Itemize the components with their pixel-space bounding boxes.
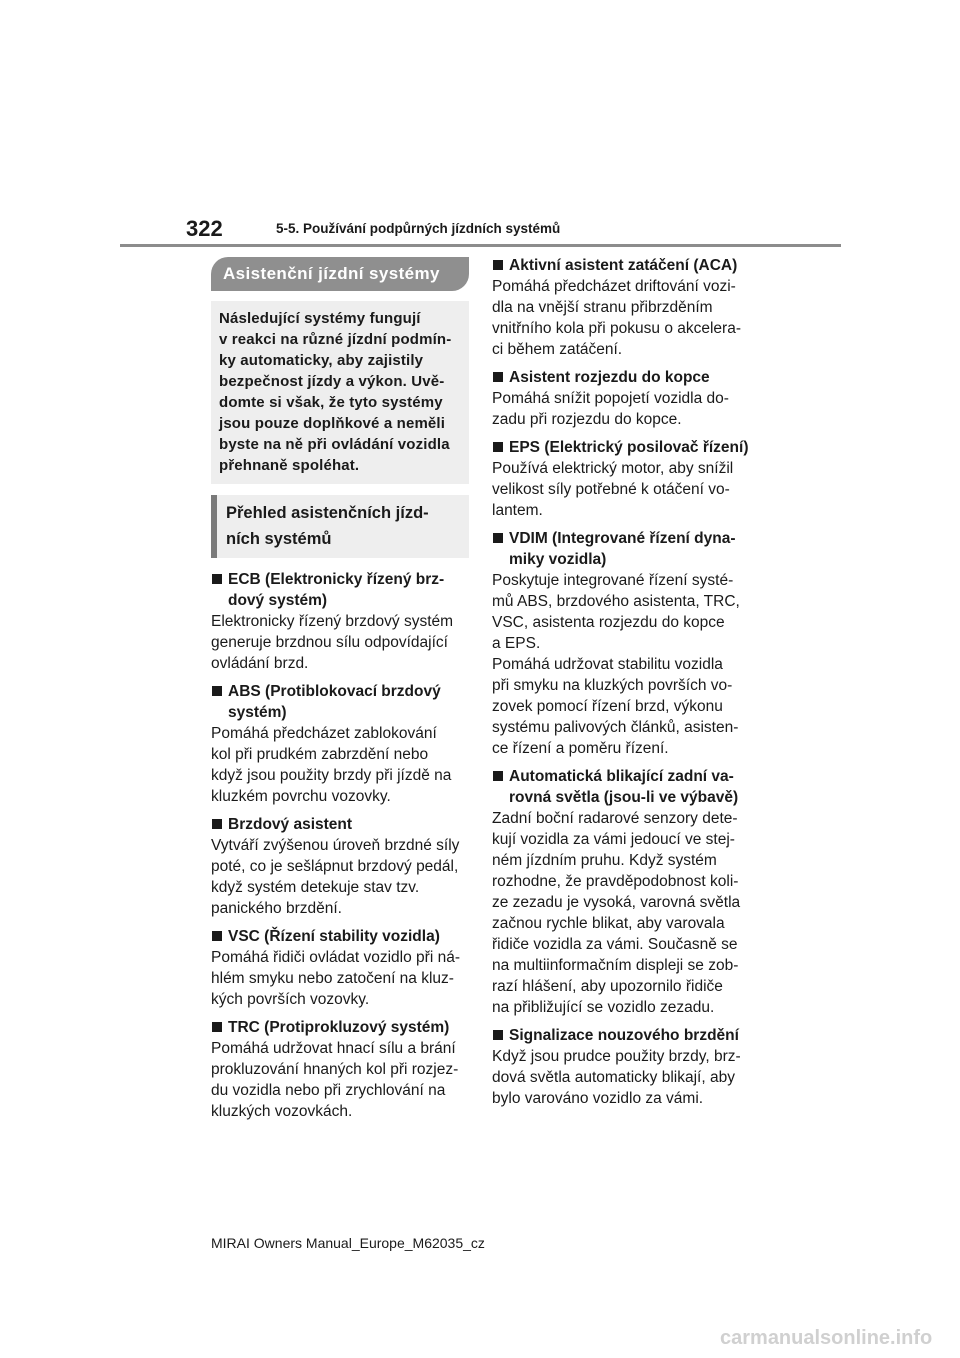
feature-description-line: poté, co je sešlápnut brzdový pedál, [211, 858, 459, 875]
right-item-list [492, 255, 750, 1109]
feature-heading-line: ECB (Elektronicky řízený brz- [228, 571, 445, 588]
feature-heading-line: Asistent rozjezdu do kopce [509, 369, 710, 386]
feature-description-line: Vytváří zvýšenou úroveň brzdné síly [211, 837, 460, 854]
feature-heading [492, 367, 750, 388]
feature-heading-line: systém) [228, 704, 287, 721]
feature-description-line: kluzkých vozovkách. [211, 1103, 353, 1120]
intro-line: v reakci na různé jízdní podmín- [219, 331, 452, 348]
feature-description-line: Poskytuje integrované řízení systé- [492, 572, 734, 589]
feature-item [492, 766, 750, 1018]
feature-description-line: zovek pomocí řízení brzd, výkonu [492, 698, 723, 715]
feature-description-line: Pomáhá předcházet driftování vozi- [492, 278, 736, 295]
square-bullet-icon [493, 442, 503, 452]
square-bullet-icon [212, 1022, 222, 1032]
square-bullet-icon [212, 819, 222, 829]
feature-item [492, 1025, 750, 1109]
square-bullet-icon [212, 574, 222, 584]
feature-description-line: kují vozidla za vámi jedoucí ve stej- [492, 831, 735, 848]
feature-description-line: mů ABS, brzdového asistenta, TRC, [492, 593, 740, 610]
feature-description [211, 947, 469, 1010]
feature-description-line: bylo varováno vozidlo za vámi. [492, 1090, 704, 1107]
feature-description-line: Elektronicky řízený brzdový systém [211, 613, 454, 630]
feature-description-line: ném jízdním pruhu. Když systém [492, 852, 717, 869]
feature-description-line: kluzkém povrchu vozovky. [211, 788, 391, 805]
feature-item [492, 367, 750, 430]
intro-line: přehnaně spoléhat. [219, 457, 360, 474]
feature-heading [492, 766, 750, 808]
intro-line: domte si však, že tyto systémy [219, 394, 443, 411]
feature-description-line: při smyku na kluzkých površích vo- [492, 677, 733, 694]
feature-heading [492, 1025, 750, 1046]
square-bullet-icon [493, 372, 503, 382]
feature-heading [211, 814, 469, 835]
feature-item [211, 681, 469, 807]
feature-description-line: řidiče vozidla za vámi. Současně se [492, 936, 738, 953]
feature-description-line: Pomáhá řidiči ovládat vozidlo při ná- [211, 949, 460, 966]
left-item-list [211, 569, 469, 1122]
feature-description-line: velikost síly potřebné k otáčení vo- [492, 481, 730, 498]
feature-description-line: na multiinformačním displeji se zob- [492, 957, 739, 974]
left-column [211, 255, 469, 1122]
feature-description-line: kol při prudkém zabrzdění nebo [211, 746, 429, 763]
subsection-title-line: Přehled asistenčních jízd- [226, 504, 429, 522]
feature-description-line: Pomáhá snížit popojetí vozidla do- [492, 390, 729, 407]
feature-heading [211, 569, 469, 611]
square-bullet-icon [493, 771, 503, 781]
feature-heading-line: rovná světla (jsou-li ve výbavě) [509, 789, 739, 806]
feature-item [211, 814, 469, 919]
feature-heading [492, 437, 750, 458]
feature-heading-line: Signalizace nouzového brzdění [509, 1027, 739, 1044]
right-column [492, 255, 750, 1109]
feature-description-line: panického brzdění. [211, 900, 342, 917]
feature-heading-line: Aktivní asistent zatáčení (ACA) [509, 257, 738, 274]
feature-description-line: razí hlášení, aby upozornilo řidiče [492, 978, 723, 995]
feature-heading-line: TRC (Protiprokluzový systém) [228, 1019, 450, 1036]
feature-item [492, 528, 750, 759]
page-number: 322 [186, 216, 223, 241]
feature-description [211, 611, 469, 674]
square-bullet-icon [493, 1030, 503, 1040]
intro-line: bezpečnost jízdy a výkon. Uvě- [219, 373, 445, 390]
feature-description-line: ovládání brzd. [211, 655, 309, 672]
feature-description-line: Pomáhá předcházet zablokování [211, 725, 437, 742]
feature-description [492, 808, 750, 1018]
intro-line: ky automaticky, aby zajistily [219, 352, 424, 369]
header-rule [120, 244, 841, 247]
section-title: Asistenční jízdní systémy [211, 257, 469, 291]
feature-heading-line: VDIM (Integrované řízení dyna- [509, 530, 736, 547]
feature-description-line: Pomáhá udržovat stabilitu vozidla [492, 656, 723, 673]
feature-description [211, 723, 469, 807]
feature-description [492, 1046, 750, 1109]
feature-description [492, 458, 750, 521]
feature-description-line: Když jsou prudce použity brzdy, brz- [492, 1048, 741, 1065]
feature-description-line: generuje brzdnou sílu odpovídající [211, 634, 448, 651]
feature-item [211, 569, 469, 674]
feature-description-line: zadu při rozjezdu do kopce. [492, 411, 682, 428]
intro-line: jsou pouze doplňkové a neměli [219, 415, 446, 432]
feature-description [492, 570, 750, 759]
feature-heading-line: miky vozidla) [509, 551, 607, 568]
feature-item [492, 437, 750, 521]
feature-description-line: a EPS. [492, 635, 541, 652]
feature-heading [211, 681, 469, 723]
feature-description-line: du vozidla nebo při zrychlování na [211, 1082, 446, 1099]
intro-box [211, 301, 469, 484]
feature-description [211, 835, 469, 919]
subsection-title-line: ních systémů [226, 530, 332, 548]
feature-description-line: prokluzování hnaných kol při rozjez- [211, 1061, 459, 1078]
feature-description-line: dová světla automaticky blikají, aby [492, 1069, 735, 1086]
footer-document-id: MIRAI Owners Manual_Europe_M62035_cz [211, 1235, 485, 1251]
feature-description-line: kých površích vozovky. [211, 991, 370, 1008]
feature-description-line: lantem. [492, 502, 543, 519]
subsection-title [211, 495, 469, 558]
feature-description-line: ci během zatáčení. [492, 341, 623, 358]
feature-item [211, 926, 469, 1010]
feature-heading [211, 926, 469, 947]
feature-description [211, 1038, 469, 1122]
feature-description-line: začnou rychle blikat, aby varovala [492, 915, 725, 932]
feature-description-line: ce řízení a poměru řízení. [492, 740, 669, 757]
feature-description-line: systému palivových článků, asisten- [492, 719, 739, 736]
feature-description [492, 388, 750, 430]
feature-heading-line: VSC (Řízení stability vozidla) [228, 928, 440, 945]
feature-heading [492, 528, 750, 570]
feature-item [492, 255, 750, 360]
feature-item [211, 1017, 469, 1122]
square-bullet-icon [212, 931, 222, 941]
feature-description-line: Pomáhá udržovat hnací sílu a brání [211, 1040, 456, 1057]
feature-description-line: hlém smyku nebo zatočení na kluz- [211, 970, 454, 987]
feature-description-line: Používá elektrický motor, aby snížil [492, 460, 734, 477]
feature-description-line: VSC, asistenta rozjezdu do kopce [492, 614, 725, 631]
feature-description-line: když jsou použity brzdy při jízdě na [211, 767, 452, 784]
feature-description-line: Zadní boční radarové senzory dete- [492, 810, 738, 827]
feature-heading-line: EPS (Elektrický posilovač řízení) [509, 439, 749, 456]
feature-description-line: když systém detekuje stav tzv. [211, 879, 420, 896]
feature-heading [211, 1017, 469, 1038]
watermark: carmanualsonline.info [720, 1327, 933, 1349]
feature-description-line: dla na vnější stranu přibrzděním [492, 299, 713, 316]
feature-description-line: vnitřního kola při pokusu o akcelera- [492, 320, 741, 337]
feature-heading-line: Brzdový asistent [228, 816, 353, 833]
feature-description-line: ze zezadu je vysoká, varovná světla [492, 894, 741, 911]
feature-heading-line: Automatická blikající zadní va- [509, 768, 734, 785]
feature-heading-line: ABS (Protiblokovací brzdový [228, 683, 441, 700]
feature-description-line: rozhodne, že pravděpodobnost koli- [492, 873, 739, 890]
feature-description-line: na přibližující se vozidlo zezadu. [492, 999, 715, 1016]
intro-line: byste na ně při ovládání vozidla [219, 436, 450, 453]
square-bullet-icon [212, 686, 222, 696]
square-bullet-icon [493, 260, 503, 270]
square-bullet-icon [493, 533, 503, 543]
intro-line: Následující systémy fungují [219, 310, 421, 327]
breadcrumb: 5-5. Používání podpůrných jízdních systémů [276, 221, 561, 236]
feature-heading-line: dový systém) [228, 592, 328, 609]
feature-heading [492, 255, 750, 276]
feature-description [492, 276, 750, 360]
